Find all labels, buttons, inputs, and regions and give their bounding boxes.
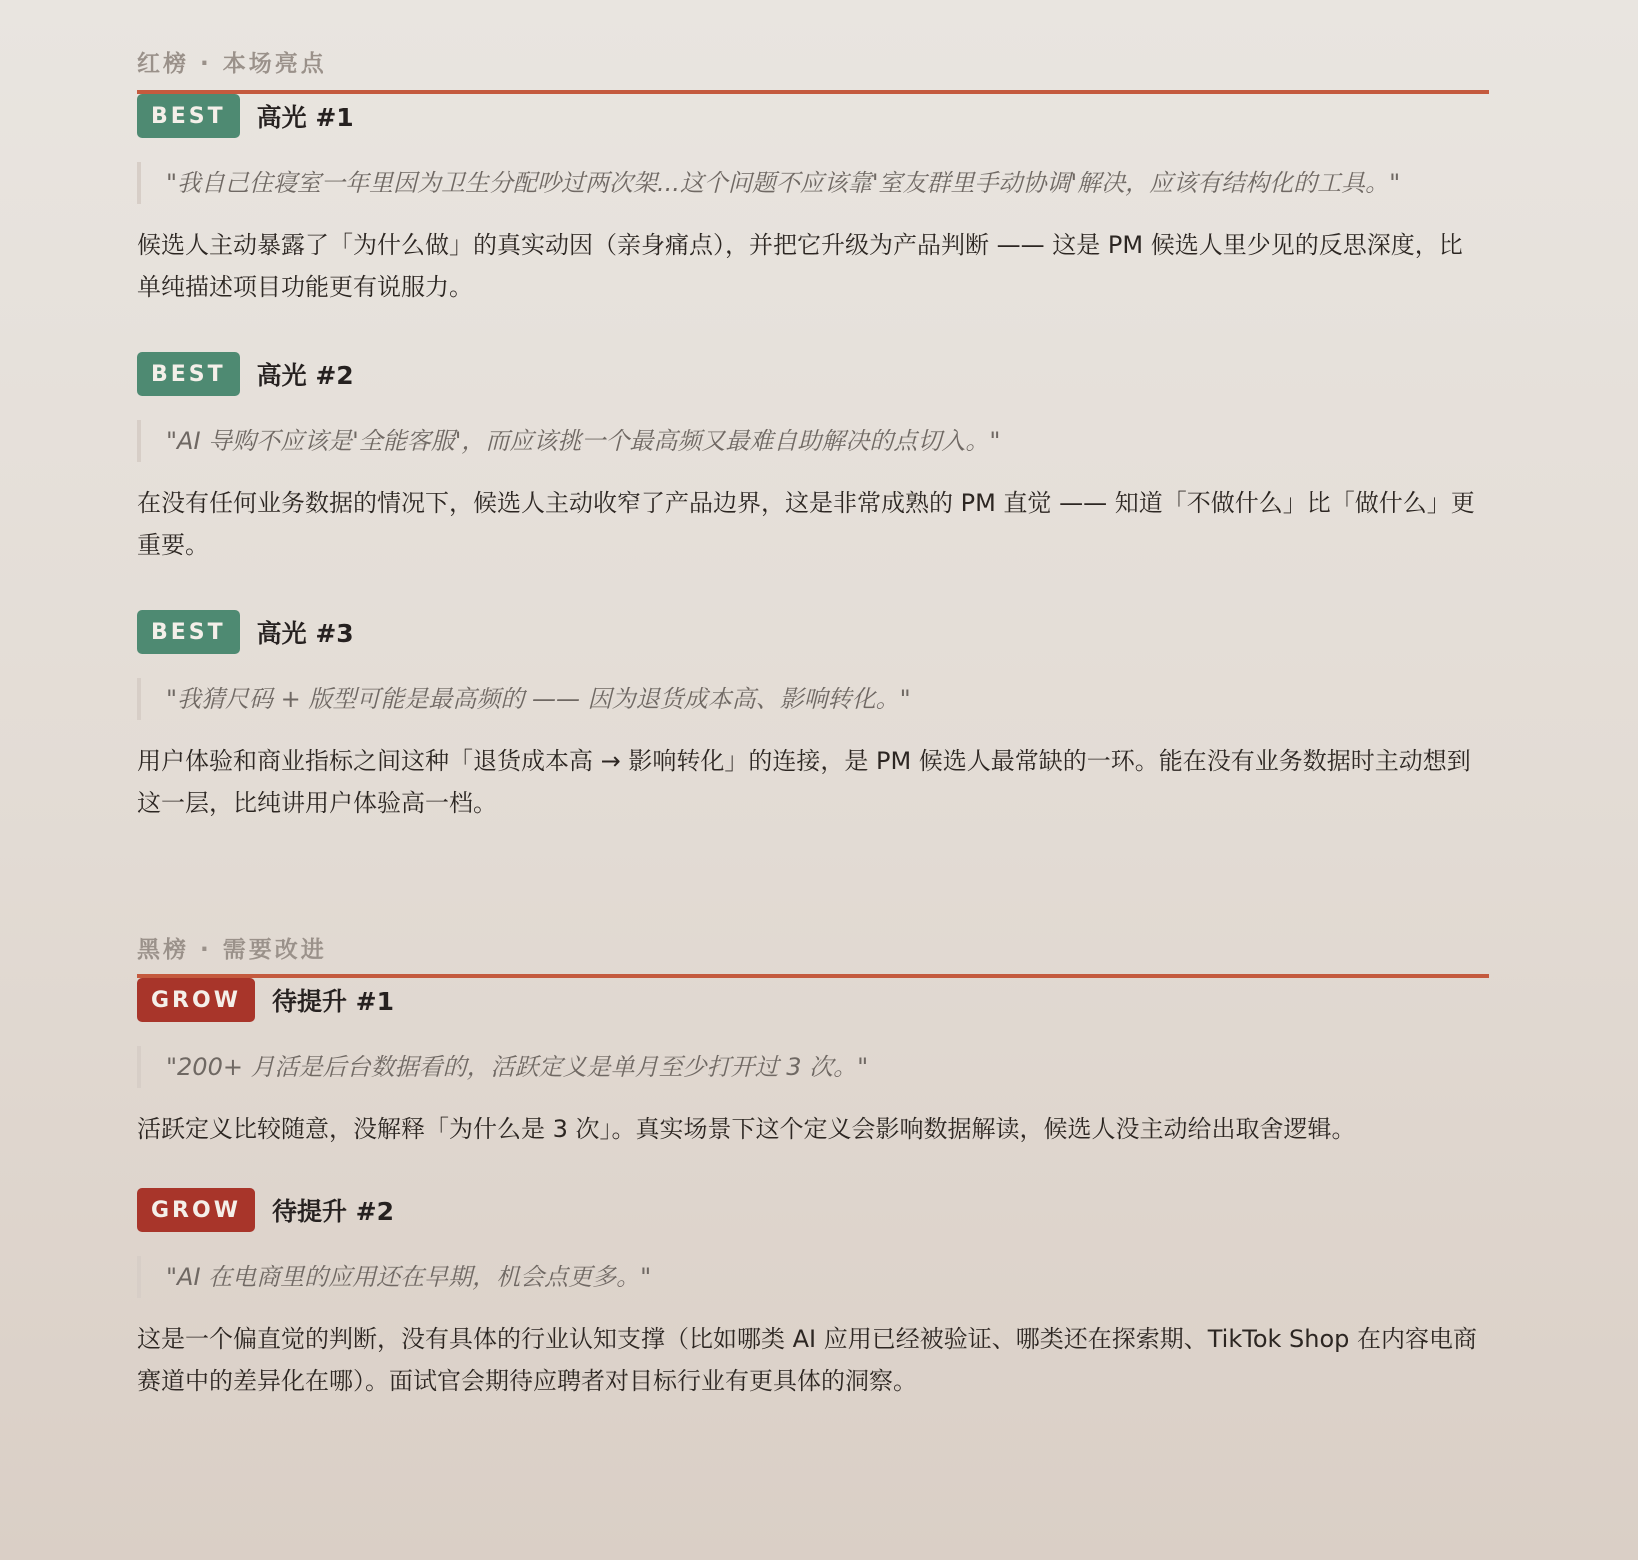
- reviewer-comment: 这是一个偏直觉的判断，没有具体的行业认知支撑（比如哪类 AI 应用已经被验证、哪类还在探索期、TikTok Shop 在内容电商赛道中的差异化在哪）。面试官会期待应聘者对目标行业有更具体的洞察。: [137, 1325, 1478, 1395]
- item-title: 高光 #1: [256, 103, 354, 132]
- reviewer-comment: 活跃定义比较随意，没解释「为什么是 3 次」。真实场景下这个定义会影响数据解读，候选人没主动给出取舍逻辑。: [137, 1115, 1356, 1143]
- item-head: [137, 1188, 1489, 1232]
- red-list-section: [137, 0, 1489, 824]
- item-title: 待提升 #1: [271, 987, 395, 1016]
- item-head: [137, 978, 1489, 1022]
- best-badge: BEST: [137, 610, 240, 654]
- section-header-black: [137, 886, 1489, 978]
- improvement-item: [137, 978, 1489, 1150]
- candidate-quote: "AI 在电商里的应用还在早期，机会点更多。": [137, 1256, 1489, 1298]
- section-title-black: 黑榜 · 需要改进: [137, 937, 327, 963]
- section-title-red: 红榜 · 本场亮点: [137, 51, 327, 77]
- candidate-quote: "我猜尺码 + 版型可能是最高频的 —— 因为退货成本高、影响转化。": [137, 678, 1489, 720]
- reviewer-comment: 在没有任何业务数据的情况下，候选人主动收窄了产品边界，这是非常成熟的 PM 直觉 —— 知道「不做什么」比「做什么」更重要。: [137, 489, 1475, 559]
- highlight-item: [137, 94, 1489, 308]
- item-head: [137, 610, 1489, 654]
- item-title: 高光 #3: [256, 619, 354, 648]
- review-page: [137, 0, 1489, 1402]
- best-badge: BEST: [137, 352, 240, 396]
- item-title: 高光 #2: [256, 361, 354, 390]
- item-title: 待提升 #2: [271, 1197, 395, 1226]
- grow-badge: GROW: [137, 1188, 255, 1232]
- candidate-quote: "我自己住寝室一年里因为卫生分配吵过两次架...这个问题不应该靠'室友群里手动协调'解决，应该有结构化的工具。": [137, 162, 1489, 204]
- improvement-item: [137, 1188, 1489, 1402]
- section-header-red: [137, 0, 1489, 94]
- candidate-quote: "200+ 月活是后台数据看的，活跃定义是单月至少打开过 3 次。": [137, 1046, 1489, 1088]
- highlight-item: [137, 352, 1489, 566]
- item-head: [137, 352, 1489, 396]
- item-head: [137, 94, 1489, 138]
- highlight-item: [137, 610, 1489, 824]
- best-badge: BEST: [137, 94, 240, 138]
- reviewer-comment: 用户体验和商业指标之间这种「退货成本高 → 影响转化」的连接，是 PM 候选人最常缺的一环。能在没有业务数据时主动想到这一层，比纯讲用户体验高一档。: [137, 747, 1471, 817]
- reviewer-comment: 候选人主动暴露了「为什么做」的真实动因（亲身痛点），并把它升级为产品判断 —— 这是 PM 候选人里少见的反思深度，比单纯描述项目功能更有说服力。: [137, 231, 1463, 301]
- candidate-quote: "AI 导购不应该是'全能客服'，而应该挑一个最高频又最难自助解决的点切入。": [137, 420, 1489, 462]
- black-list-section: [137, 886, 1489, 1402]
- grow-badge: GROW: [137, 978, 255, 1022]
